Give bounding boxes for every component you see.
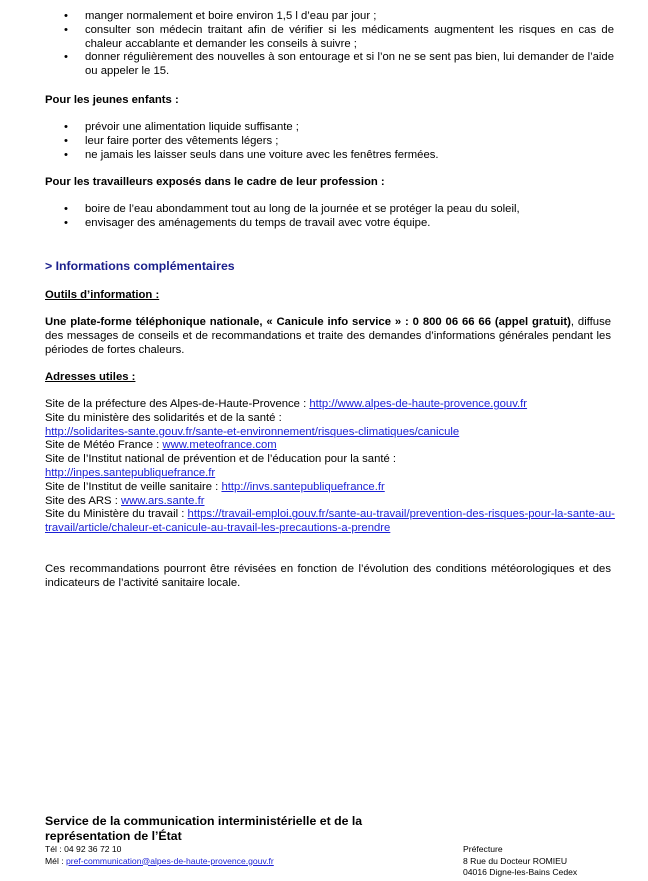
info-section-title: > Informations complémentaires bbox=[45, 259, 235, 273]
tools-heading: Outils d’information : bbox=[45, 289, 160, 301]
site-ministry-labour-link[interactable]: https://travail-emploi.gouv.fr/sante-au-travail/prevention-des-risques-pour-la-sante-au-travail/article/chaleur-et-canicule-au-travail-les-precautions-a-prendre bbox=[45, 508, 615, 535]
site-inpes: Site de l’Institut national de prévention et de l’éducation pour la santé : http://inpes.santepubliquefrance.fr bbox=[45, 453, 397, 479]
footer-address bbox=[463, 844, 577, 879]
workers-heading: Pour les travailleurs exposés dans le cadre de leur profession : bbox=[45, 176, 385, 188]
address-line: 04016 Digne-les-Bains Cedex bbox=[463, 867, 578, 877]
footer-mail-link[interactable]: pref-communication@alpes-de-haute-provence.gouv.fr bbox=[66, 855, 274, 866]
list-item: • ne jamais les laisser seuls dans une voiture avec les fenêtres fermées. bbox=[64, 149, 614, 163]
list-item: • envisager des aménagements du temps de travail avec votre équipe. bbox=[64, 217, 614, 231]
address-line: 8 Rue du Docteur ROMIEU bbox=[463, 855, 568, 866]
footer-contact bbox=[45, 844, 274, 867]
list-item: • boire de l’eau abondamment tout au long de la journée et se protéger la peau du soleil, bbox=[64, 203, 614, 217]
site-invs-link[interactable]: http://invs.santepubliquefrance.fr bbox=[221, 480, 385, 493]
elderly-advice-list bbox=[64, 10, 614, 79]
footer-service-title: Service de la communication interministérielle et de la représentation de l’État bbox=[45, 814, 363, 843]
footer-phone: Tél : 04 92 36 72 10 bbox=[45, 844, 122, 854]
list-item: • leur faire porter des vêtements légers ; bbox=[64, 135, 614, 149]
young-children-heading: Pour les jeunes enfants : bbox=[45, 94, 179, 106]
hotline-paragraph bbox=[45, 316, 611, 357]
list-item: • consulter son médecin traitant afin de vérifier si les médicaments augmentent les risques en cas de chaleur accablante et demander les conseils à suivre ; bbox=[64, 24, 614, 52]
site-prefecture-link[interactable]: http://www.alpes-de-haute-provence.gouv.fr bbox=[309, 398, 528, 410]
site-invs: Site de l’Institut de veille sanitaire : http://invs.santepubliquefrance.fr bbox=[45, 480, 385, 493]
site-ars-link[interactable]: www.ars.sante.fr bbox=[120, 494, 205, 507]
useful-sites-list bbox=[45, 398, 615, 536]
footer-mail-line: Mél : pref-communication@alpes-de-haute-provence.gouv.fr bbox=[45, 855, 274, 866]
list-item: • prévoir une alimentation liquide suffisante ; bbox=[64, 121, 614, 135]
site-ministry-labour: Site du Ministère du travail : https://travail-emploi.gouv.fr/sante-au-travail/prevention-des-risques-pour-la-sante-au-travail/article/chaleur-et-canicule-au-travail-les-precautions-a-prendre bbox=[45, 508, 615, 535]
addresses-heading: Adresses utiles : bbox=[45, 371, 136, 383]
site-ministry-health-link[interactable]: http://solidarites-sante.gouv.fr/sante-et-environnement/risques-climatiques/canicule bbox=[45, 425, 460, 438]
closing-paragraph: Ces recommandations pourront être révisées en fonction de l’évolution des conditions météorologiques et des indicateurs de l’activité sanitaire locale. bbox=[45, 563, 611, 589]
workers-list bbox=[64, 203, 614, 231]
list-item: • donner régulièrement des nouvelles à son entourage et si l’on ne se sent pas bien, lui demander de l’aide ou appeler le 15. bbox=[64, 51, 614, 79]
site-ars: Site des ARS : www.ars.sante.fr bbox=[45, 494, 205, 507]
list-item: • manger normalement et boire environ 1,5 l d’eau par jour ; bbox=[64, 10, 614, 24]
address-line: Préfecture bbox=[463, 844, 503, 854]
site-prefecture: Site de la préfecture des Alpes-de-Haute-Provence : http://www.alpes-de-haute-provence.gouv.fr bbox=[45, 398, 528, 410]
hotline-rest-text: , diffuse des messages de conseils et de recommandations et traite des demandes d’informations générales pendant les périodes de fortes chaleurs. bbox=[45, 316, 611, 356]
site-meteo-france: Site de Météo France : www.meteofrance.com bbox=[45, 439, 277, 452]
site-ministry-health: Site du ministère des solidarités et de la santé : http://solidarites-sante.gouv.fr/sante-et-environnement/risques-climatiques/canicule bbox=[45, 411, 460, 438]
site-meteo-france-link[interactable]: www.meteofrance.com bbox=[162, 439, 277, 452]
site-inpes-link[interactable]: http://inpes.santepubliquefrance.fr bbox=[45, 466, 216, 479]
young-children-list bbox=[64, 121, 614, 162]
hotline-bold-text: Une plate-forme téléphonique nationale, « Canicule info service » : 0 800 06 66 66 (appel gratuit) bbox=[45, 316, 571, 328]
